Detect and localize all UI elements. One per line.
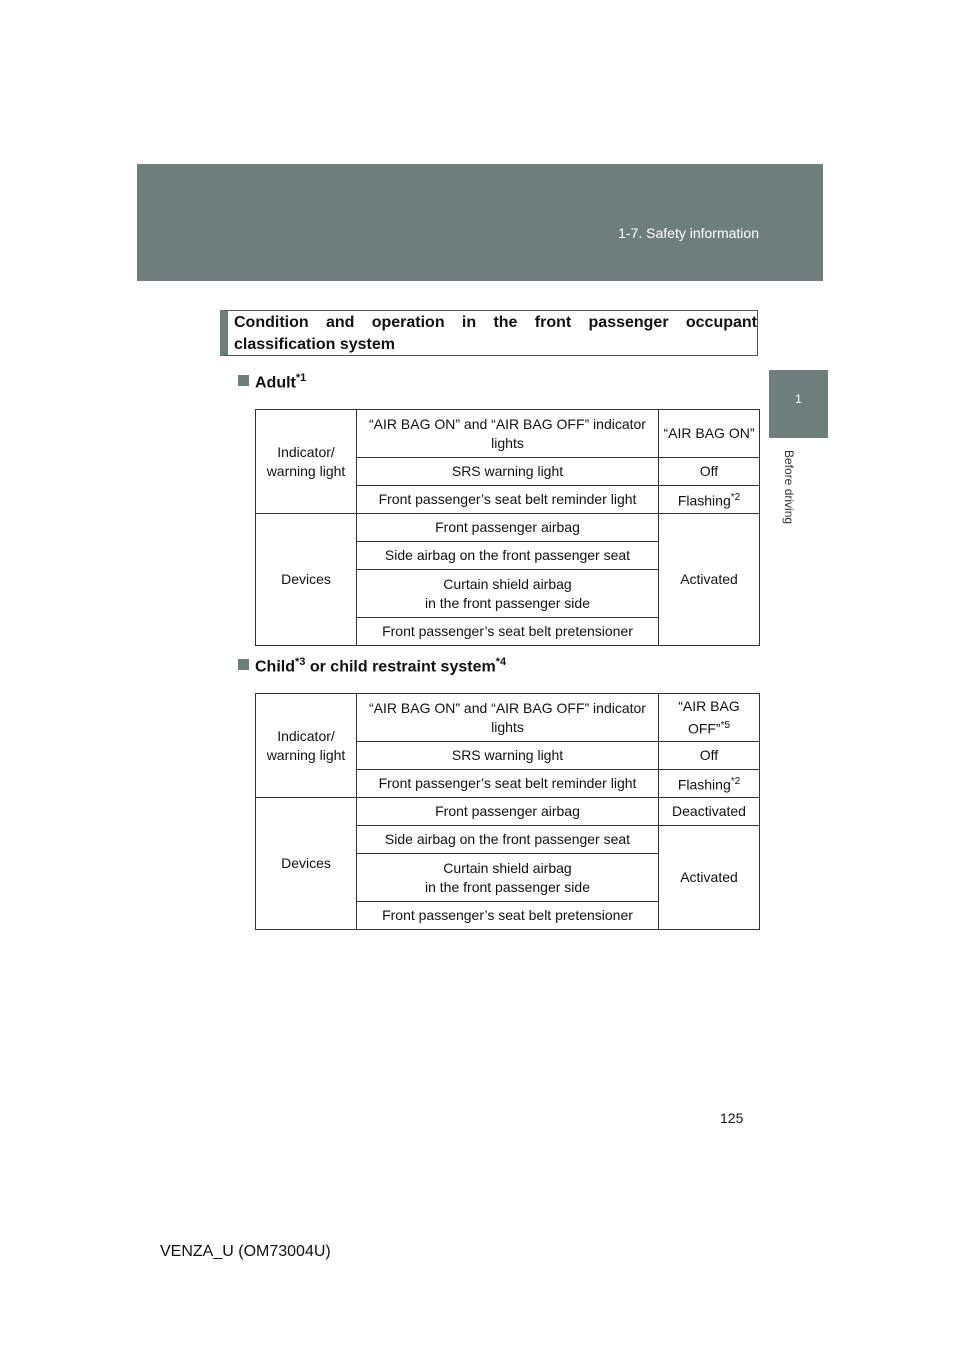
- header-band: [137, 164, 823, 281]
- device-pretensioner-cell: Front passenger’s seat belt pretensioner: [357, 902, 659, 930]
- device-side-cell: Side airbag on the front passenger seat: [357, 542, 659, 570]
- chapter-tab: [769, 370, 828, 438]
- child-table: [255, 693, 760, 930]
- srs-label-cell: SRS warning light: [357, 742, 659, 770]
- page-number: 125: [720, 1110, 744, 1126]
- section-heading: Condition and operation in the front passenger occupant classification system: [220, 310, 758, 356]
- lights-value-cell: “AIR BAG ON”: [659, 410, 760, 458]
- footer-doc-id: VENZA_U (OM73004U): [160, 1243, 331, 1260]
- table-row: [256, 694, 760, 742]
- device-airbag-cell: Front passenger airbag: [357, 514, 659, 542]
- devices-value-cell: Activated: [659, 514, 760, 646]
- adult-subheading: Adult$^{*1}$: [238, 372, 306, 392]
- indicator-header-cell: Indicator/ warning light: [256, 410, 357, 514]
- belt-label-cell: Front passenger’s seat belt reminder light: [357, 770, 659, 798]
- belt-label-cell: Front passenger’s seat belt reminder light: [357, 486, 659, 514]
- srs-label-cell: SRS warning light: [357, 458, 659, 486]
- lights-label-cell: “AIR BAG ON” and “AIR BAG OFF” indicator lights: [357, 410, 659, 458]
- belt-value-cell: Flashing$^{*2}$: [659, 486, 760, 514]
- lights-label-cell: “AIR BAG ON” and “AIR BAG OFF” indicator lights: [357, 694, 659, 742]
- devices-header-cell: Devices: [256, 798, 357, 930]
- table-row: [256, 410, 760, 458]
- devices-header-cell: Devices: [256, 514, 357, 646]
- srs-value-cell: Off: [659, 458, 760, 486]
- table-row: [256, 798, 760, 826]
- table-row: [256, 514, 760, 542]
- bullet-square-icon: [238, 375, 249, 386]
- devices-value-cell: Activated: [659, 826, 760, 930]
- lights-value-cell: “AIR BAG OFF”$^{*5}$: [659, 694, 760, 742]
- header-section-title: 1-7. Safety information: [618, 225, 759, 241]
- child-subheading: Child$^{*3}$ or child restraint system$^{*4}$: [238, 656, 506, 676]
- adult-table: [255, 409, 760, 646]
- indicator-header-cell: Indicator/ warning light: [256, 694, 357, 798]
- bullet-square-icon: [238, 659, 249, 670]
- chapter-number: 1: [795, 392, 802, 406]
- device-curtain-cell: Curtain shield airbag in the front passenger side: [357, 854, 659, 902]
- chapter-label: Before driving: [782, 450, 796, 525]
- device-airbag-value-cell: Deactivated: [659, 798, 760, 826]
- device-curtain-cell: Curtain shield airbag in the front passenger side: [357, 570, 659, 618]
- belt-value-cell: Flashing$^{*2}$: [659, 770, 760, 798]
- srs-value-cell: Off: [659, 742, 760, 770]
- device-airbag-cell: Front passenger airbag: [357, 798, 659, 826]
- device-pretensioner-cell: Front passenger’s seat belt pretensioner: [357, 618, 659, 646]
- device-side-cell: Side airbag on the front passenger seat: [357, 826, 659, 854]
